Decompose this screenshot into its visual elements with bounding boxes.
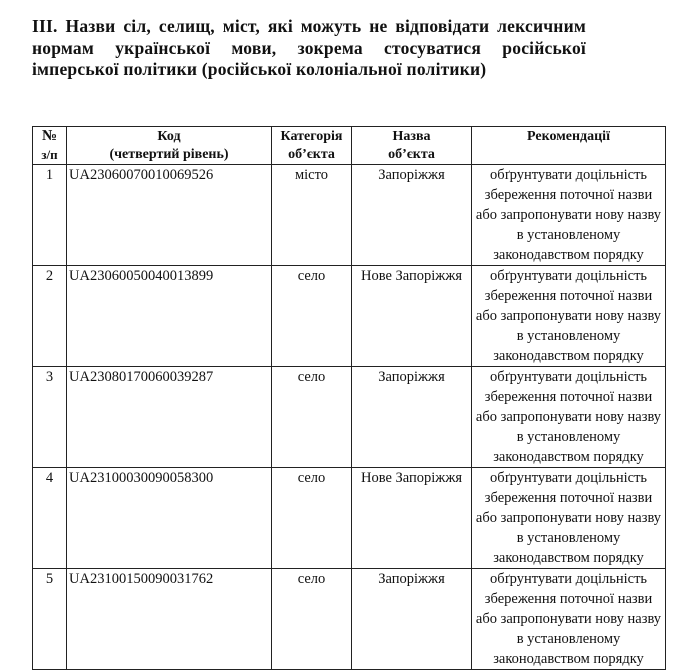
row-code: UA23060050040013899 bbox=[67, 266, 272, 367]
row-number: 1 bbox=[33, 165, 67, 266]
row-number: 5 bbox=[33, 569, 67, 670]
row-recommendation bbox=[472, 367, 666, 468]
header-code-line1: Код bbox=[157, 129, 181, 144]
header-number-line2: з/п bbox=[41, 146, 58, 162]
header-recommendations: Рекомендації bbox=[472, 127, 666, 165]
recommendation-line: або запропонувати нову назву bbox=[475, 308, 662, 324]
recommendation-line: збереження поточної назви bbox=[484, 490, 653, 506]
header-name-line1: Назва bbox=[392, 129, 431, 144]
header-code-line2: (четвертий рівень) bbox=[109, 146, 229, 162]
recommendation-line: збереження поточної назви bbox=[484, 288, 653, 304]
recommendation-line: обґрунтувати доцільність bbox=[489, 369, 648, 385]
recommendation-line: збереження поточної назви bbox=[484, 591, 653, 607]
row-category: село bbox=[272, 468, 352, 569]
header-number-line1: № bbox=[41, 128, 58, 144]
row-recommendation bbox=[472, 165, 666, 266]
recommendation-line: обґрунтувати доцільність bbox=[489, 167, 648, 183]
row-name: Нове Запоріжжя bbox=[352, 468, 472, 569]
row-name: Запоріжжя bbox=[352, 569, 472, 670]
recommendation-line: законодавством порядку bbox=[493, 651, 644, 667]
row-name: Запоріжжя bbox=[352, 165, 472, 266]
recommendation-line: збереження поточної назви bbox=[484, 389, 653, 405]
row-code: UA23080170060039287 bbox=[67, 367, 272, 468]
header-category-line2: об’єкта bbox=[288, 146, 335, 162]
recommendation-line: або запропонувати нову назву bbox=[475, 510, 662, 526]
header-name bbox=[352, 127, 472, 165]
row-code: UA23060070010069526 bbox=[67, 165, 272, 266]
table-header-row bbox=[33, 127, 666, 165]
table-row bbox=[33, 266, 666, 367]
row-number: 4 bbox=[33, 468, 67, 569]
places-table bbox=[32, 126, 666, 670]
header-category bbox=[272, 127, 352, 165]
recommendation-line: в установленому bbox=[516, 227, 621, 243]
recommendation-line: в установленому bbox=[516, 429, 621, 445]
header-number bbox=[33, 127, 67, 165]
recommendation-line: законодавством порядку bbox=[493, 247, 644, 263]
recommendation-line: обґрунтувати доцільність bbox=[489, 571, 648, 587]
table-row bbox=[33, 165, 666, 266]
recommendation-line: законодавством порядку bbox=[493, 550, 644, 566]
row-recommendation bbox=[472, 266, 666, 367]
row-category: село bbox=[272, 266, 352, 367]
header-code bbox=[67, 127, 272, 165]
row-code: UA23100150090031762 bbox=[67, 569, 272, 670]
section-heading: III. Назви сіл, селищ, міст, які можуть не відповідати лексичним нормам української мови, зокрема стосуватися російської імперської політики (російської колоніальної політики) bbox=[32, 16, 586, 79]
header-name-line2: об’єкта bbox=[388, 146, 435, 162]
recommendation-line: законодавством порядку bbox=[493, 449, 644, 465]
recommendation-line: в установленому bbox=[516, 631, 621, 647]
header-category-line1: Категорія bbox=[280, 129, 343, 144]
recommendation-line: обґрунтувати доцільність bbox=[489, 470, 648, 486]
recommendation-line: в установленому bbox=[516, 328, 621, 344]
recommendation-line: обґрунтувати доцільність bbox=[489, 268, 648, 284]
recommendation-line: збереження поточної назви bbox=[484, 187, 653, 203]
recommendation-line: в установленому bbox=[516, 530, 621, 546]
table-row bbox=[33, 569, 666, 670]
row-category: село bbox=[272, 569, 352, 670]
table-row bbox=[33, 367, 666, 468]
row-category: село bbox=[272, 367, 352, 468]
row-category: місто bbox=[272, 165, 352, 266]
row-number: 2 bbox=[33, 266, 67, 367]
row-recommendation bbox=[472, 569, 666, 670]
recommendation-line: або запропонувати нову назву bbox=[475, 207, 662, 223]
row-number: 3 bbox=[33, 367, 67, 468]
row-code: UA23100030090058300 bbox=[67, 468, 272, 569]
recommendation-line: законодавством порядку bbox=[493, 348, 644, 364]
row-name: Запоріжжя bbox=[352, 367, 472, 468]
recommendation-line: або запропонувати нову назву bbox=[475, 409, 662, 425]
row-recommendation bbox=[472, 468, 666, 569]
table-row bbox=[33, 468, 666, 569]
recommendation-line: або запропонувати нову назву bbox=[475, 611, 662, 627]
row-name: Нове Запоріжжя bbox=[352, 266, 472, 367]
